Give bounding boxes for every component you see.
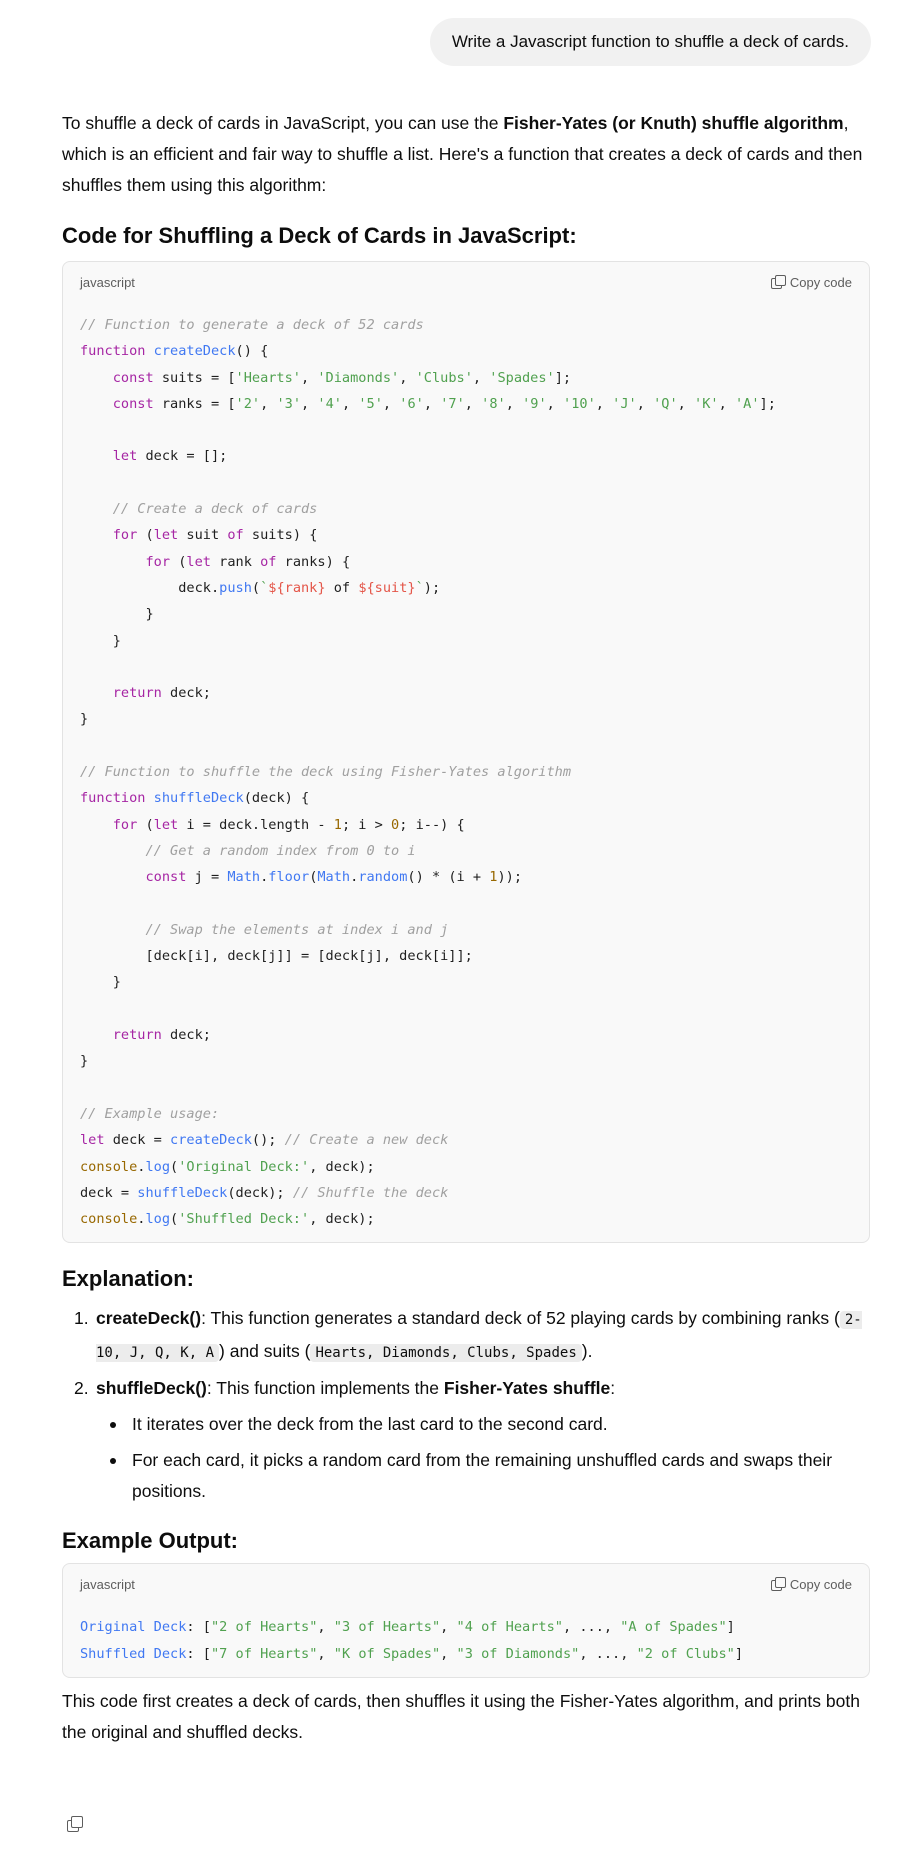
code-line: let deck = []; (112, 448, 228, 465)
explanation-bullets (62, 1409, 870, 1507)
code-line: } (80, 606, 154, 623)
item-index: 2. (74, 1378, 89, 1399)
code-line: return deck; (112, 685, 211, 702)
code-line (80, 996, 852, 1022)
code-line: const j = Math.floor(Math.random() * (i + 1)); (145, 869, 523, 886)
intro-text-b: , which is an efficient and fair way to shuffle a list. Here's a function that creates a deck of cards and then shuffles them using this algorithm: (62, 113, 863, 195)
code-line: function shuffleDeck(deck) { (80, 790, 310, 807)
assistant-response (62, 108, 870, 1748)
code-line (80, 654, 852, 680)
code-content (63, 1604, 869, 1677)
code-language-label: javascript (80, 1576, 135, 1592)
code-line: console.log('Original Deck:', deck); (80, 1158, 375, 1175)
item-text: ). (581, 1341, 593, 1362)
code-line: } (80, 1053, 89, 1070)
copy-code-label: Copy code (789, 1576, 852, 1592)
code-line: Original Deck: ["2 of Hearts", "3 of Hearts", "4 of Hearts", ..., "A of Spades"] (80, 1619, 735, 1636)
code-line: } (80, 632, 121, 649)
code-line: for (let rank of ranks) { (145, 553, 351, 570)
bullet-item: For each card, it picks a random card from the remaining unshuffled cards and swaps their positions. (62, 1445, 870, 1507)
code-line (80, 891, 852, 917)
code-line: console.log('Shuffled Deck:', deck); (80, 1211, 375, 1228)
code-line: // Function to shuffle the deck using Fisher-Yates algorithm (80, 764, 572, 781)
item-index: 1. (74, 1308, 89, 1329)
code-line: const suits = ['Hearts', 'Diamonds', 'Clubs', 'Spades']; (112, 369, 572, 386)
code-line: [deck[i], deck[j]] = [deck[j], deck[i]]; (80, 948, 473, 965)
code-line: function createDeck() { (80, 343, 269, 360)
code-line: for (let suit of suits) { (112, 527, 318, 544)
output-code-block (62, 1563, 870, 1678)
copy-icon (771, 275, 785, 289)
item-text: : This function implements the (206, 1378, 444, 1399)
item-text: ) and suits ( (219, 1341, 311, 1362)
code-line: // Create a deck of cards (112, 501, 318, 518)
code-line: for (let i = deck.length - 1; i > 0; i--) { (112, 816, 465, 833)
code-block-header (63, 262, 869, 302)
code-block (62, 261, 870, 1243)
item-text: : (610, 1378, 616, 1399)
copy-icon[interactable] (66, 1815, 84, 1833)
item-name: createDeck() (96, 1308, 202, 1329)
code-block-header (63, 1564, 869, 1604)
code-line: const ranks = ['2', '3', '4', '5', '6', '7', '8', '9', '10', 'J', 'Q', 'K', 'A']; (112, 395, 776, 412)
intro-text-a: To shuffle a deck of cards in JavaScript, you can use the (62, 113, 504, 133)
explanation-heading: Explanation: (62, 1266, 195, 1292)
code-line: return deck; (112, 1027, 211, 1044)
copy-code-button[interactable] (771, 275, 852, 290)
code-line: let deck = createDeck(); // Create a new deck (80, 1132, 449, 1149)
inline-code: 2-10, J, Q, K, A (96, 1312, 862, 1362)
intro-bold: Fisher-Yates (or Knuth) shuffle algorithm (503, 113, 844, 133)
item-bold: Fisher-Yates shuffle (443, 1378, 611, 1399)
bullet-item: It iterates over the deck from the last card to the second card. (62, 1409, 870, 1440)
code-line: // Example usage: (80, 1105, 220, 1122)
code-line: // Get a random index from 0 to i (145, 842, 416, 859)
code-line (80, 1075, 852, 1101)
copy-code-button[interactable] (771, 1577, 852, 1592)
user-message-text: Write a Javascript function to shuffle a deck of cards. (451, 32, 849, 51)
explanation-list (62, 1303, 870, 1404)
copy-code-label: Copy code (789, 274, 852, 290)
user-message-bubble (430, 18, 871, 66)
code-line: Shuffled Deck: ["7 of Hearts", "K of Spades", "3 of Diamonds", ..., "2 of Clubs"] (80, 1645, 744, 1662)
explanation-item (62, 1303, 870, 1369)
code-line: } (80, 974, 121, 991)
code-line: deck = shuffleDeck(deck); // Shuffle the deck (80, 1184, 449, 1201)
code-line (80, 417, 852, 443)
item-text: : This function generates a standard deck of 52 playing cards by combining ranks ( (201, 1308, 840, 1329)
code-line (80, 470, 852, 496)
example-output-heading: Example Output: (62, 1528, 239, 1554)
intro-paragraph (62, 108, 870, 201)
code-content (63, 302, 869, 1242)
code-language-label: javascript (80, 274, 135, 290)
code-heading: Code for Shuffling a Deck of Cards in JavaScript: (62, 223, 577, 248)
code-line (80, 733, 852, 759)
copy-icon (771, 1577, 785, 1591)
code-line: // Function to generate a deck of 52 cards (80, 317, 424, 333)
item-name: shuffleDeck() (96, 1378, 207, 1399)
code-line: deck.push(`${rank} of ${suit}`); (80, 579, 441, 596)
explanation-item (62, 1373, 870, 1404)
closing-paragraph: This code first creates a deck of cards, then shuffles it using the Fisher-Yates algorithm, and prints both the original and shuffled decks. (62, 1690, 860, 1742)
inline-code: Hearts, Diamonds, Clubs, Spades (310, 1344, 581, 1362)
code-line: } (80, 711, 89, 728)
code-line: // Swap the elements at index i and j (145, 921, 449, 938)
